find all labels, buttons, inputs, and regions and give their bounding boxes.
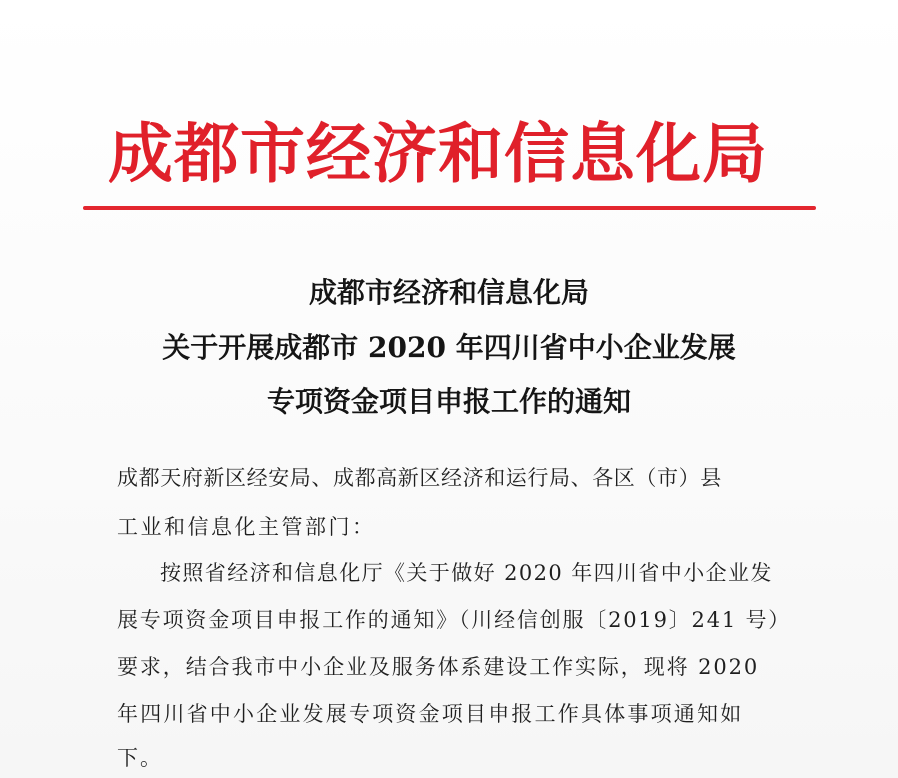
body-paragraph-line: 展专项资金项目申报工作的通知》（川经信创服〔2019〕241 号） bbox=[117, 608, 792, 632]
letterhead-red-rule bbox=[83, 206, 816, 210]
notice-title-line-1: 成都市经济和信息化局 bbox=[308, 276, 589, 309]
letterhead-issuer: 成都市经济和信息化局 bbox=[108, 116, 769, 192]
body-paragraph-line: 要求，结合我市中小企业及服务体系建设工作实际，现将 2020 bbox=[117, 655, 760, 679]
salutation-line-2: 工业和信息化主管部门： bbox=[117, 515, 376, 539]
body-paragraph-line: 年四川省中小企业发展专项资金项目申报工作具体事项通知如 bbox=[117, 702, 744, 726]
body-paragraph-line: 下。 bbox=[117, 746, 163, 770]
salutation-line-1: 成都天府新区经安局、成都高新区经济和运行局、各区（市）县 bbox=[117, 466, 722, 490]
notice-title-line-2: 关于开展成都市 2020 年四川省中小企业发展 bbox=[162, 331, 736, 364]
notice-title-line-3: 专项资金项目申报工作的通知 bbox=[266, 385, 631, 418]
body-paragraph-line: 按照省经济和信息化厅《关于做好 2020 年四川省中小企业发 bbox=[160, 561, 773, 585]
